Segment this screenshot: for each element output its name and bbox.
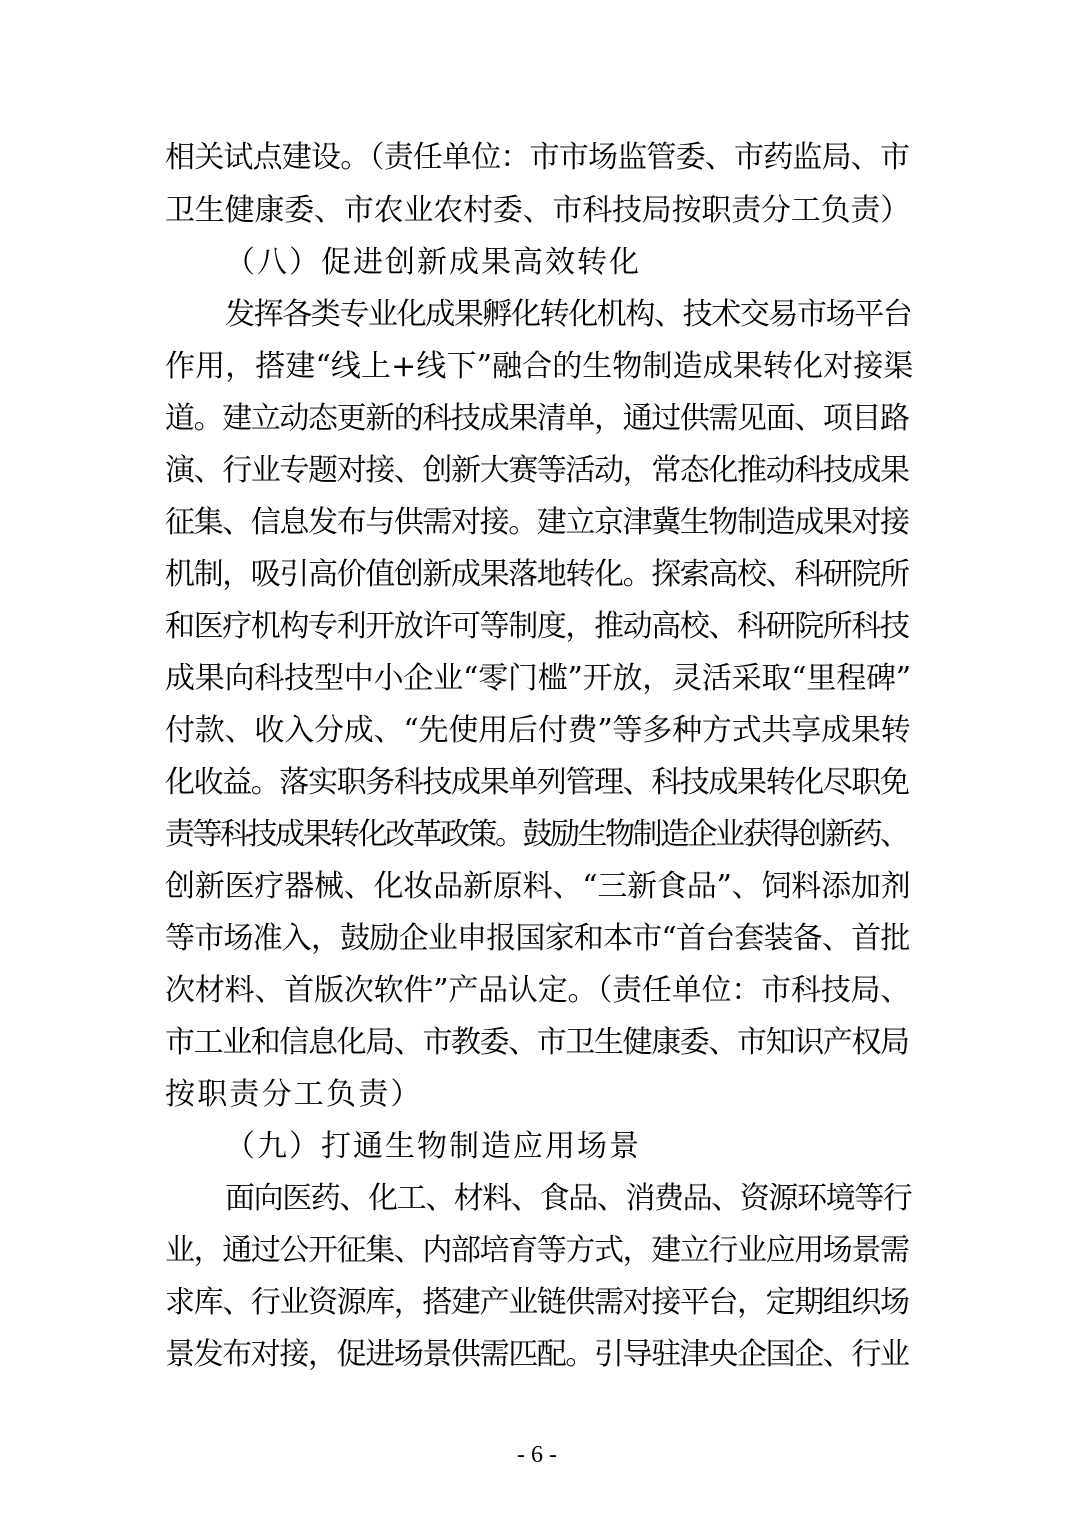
body-line: 业，通过公开征集、内部培育等方式，建立行业应用场景需 xyxy=(165,1233,909,1268)
paragraph-first-line: 面向医药、化工、材料、食品、消费品、资源环境等行 xyxy=(225,1181,912,1216)
body-line: 相关试点建设。（责任单位：市市场监管委、市药监局、市 xyxy=(165,140,910,175)
body-line: 道。建立动态更新的科技成果清单，通过供需见面、项目路 xyxy=(165,401,909,436)
body-line: 和医疗机构专利开放许可等制度，推动高校、科研院所科技 xyxy=(165,609,909,644)
body-line: 化收益。落实职务科技成果单列管理、科技成果转化尽职免 xyxy=(165,765,909,800)
section-heading: （八）促进创新成果高效转化 xyxy=(225,245,641,280)
body-line: 创新医疗器械、化妆品新原料、“三新食品”、饲料添加剂 xyxy=(165,869,911,904)
body-line: 按职责分工负责） xyxy=(165,1077,423,1112)
body-line: 征集、信息发布与供需对接。建立京津冀生物制造成果对接 xyxy=(165,505,909,540)
body-line: 演、行业专题对接、创新大赛等活动，常态化推动科技成果 xyxy=(165,453,909,488)
paragraph-first-line: 发挥各类专业化成果孵化转化机构、技术交易市场平台 xyxy=(225,297,912,332)
body-line: 景发布对接，促进场景供需匹配。引导驻津央企国企、行业 xyxy=(165,1337,909,1372)
body-line: 市工业和信息化局、市教委、市卫生健康委、市知识产权局 xyxy=(165,1025,909,1060)
body-line: 付款、收入分成、“先使用后付费”等多种方式共享成果转 xyxy=(165,713,911,748)
body-line: 求库、行业资源库，搭建产业链供需对接平台，定期组织场 xyxy=(165,1285,909,1320)
page-number: - 6 - xyxy=(517,1442,557,1468)
body-line: 等市场准入，鼓励企业申报国家和本市“首台套装备、首批 xyxy=(165,921,910,956)
body-line: 作用，搭建“线上+线下”融合的生物制造成果转化对接渠 xyxy=(165,349,914,384)
section-heading: （九）打通生物制造应用场景 xyxy=(225,1129,641,1164)
body-line: 卫生健康委、市农业农村委、市科技局按职责分工负责） xyxy=(165,193,910,228)
body-line: 成果向科技型中小企业“零门槛”开放，灵活采取“里程碑” xyxy=(165,661,911,696)
body-line: 机制，吸引高价值创新成果落地转化。探索高校、科研院所 xyxy=(165,557,909,592)
body-line: 次材料、首版次软件”产品认定。（责任单位：市科技局、 xyxy=(165,973,911,1008)
body-line: 责等科技成果转化改革政策。鼓励生物制造企业获得创新药、 xyxy=(165,817,908,852)
